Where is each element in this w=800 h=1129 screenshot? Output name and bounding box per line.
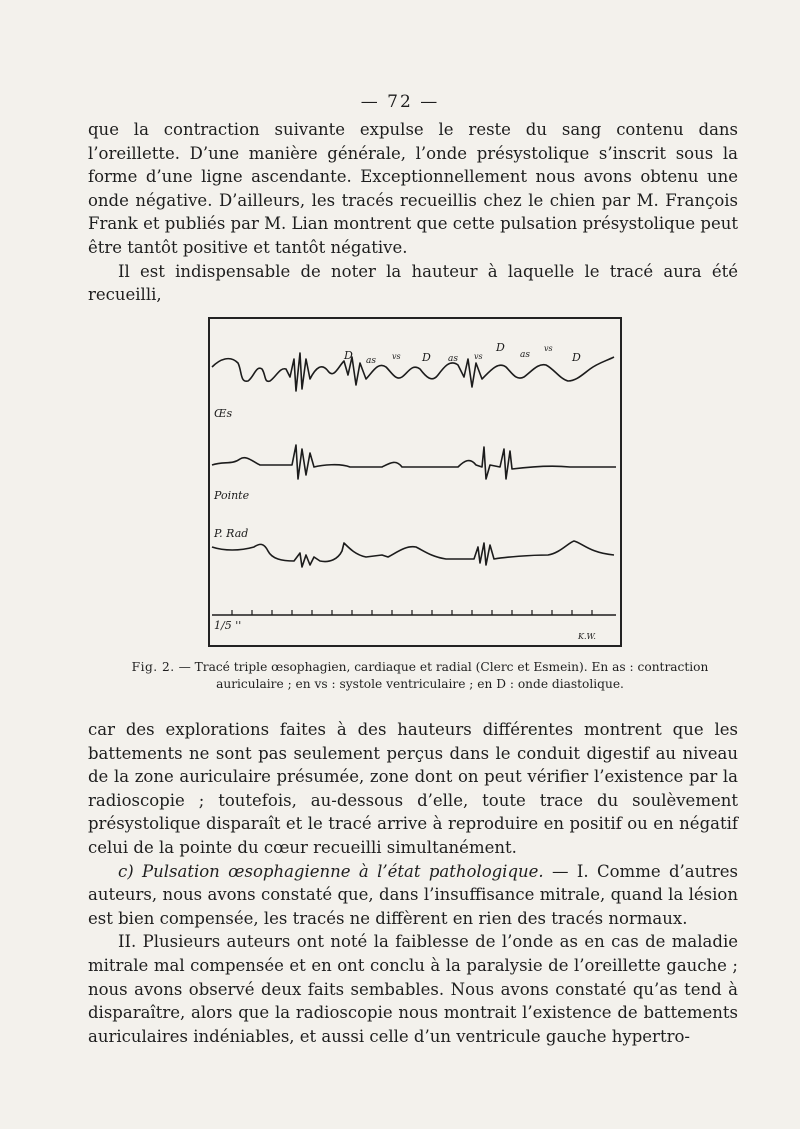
paragraph-continuation: que la contraction suivante expulse le reste du sang contenu dans l’oreillette. D’une manière générale, l’onde présystolique s’inscrit sous la forme d’une ligne ascendante. Exceptionnellement nous avons obtenu une onde négative. D’ailleurs, les tracés recueillis chez le chien par M. François Frank et publiés par M. Lian montrent que cette pulsation présystolique peut être tantôt positive et tantôt négative. xyxy=(88,120,738,257)
paragraph-pathologique-text: — I. Comme d’autres auteurs, nous avons constaté que, dans l’insuffisance mitrale, quand la lésion est bien compensée, les tracés ne diffèrent en rien des tracés normaux. xyxy=(88,861,738,928)
radial-trace xyxy=(212,541,614,567)
annot-d-2: D xyxy=(422,351,431,364)
annot-as-1: as xyxy=(366,356,376,366)
figure-caption xyxy=(110,659,730,693)
annot-d-3: D xyxy=(496,341,505,354)
label-oes: Œs xyxy=(214,407,233,420)
page-number: — 72 — xyxy=(360,92,440,112)
label-p-rad: P. Rad xyxy=(214,527,249,540)
figure-tracing xyxy=(208,317,622,647)
caption-label: Fig. 2. xyxy=(131,660,175,674)
section-heading-c: c) Pulsation œsophagienne à l’état pathologique. xyxy=(118,861,544,881)
paragraph-explorations: car des explorations faites à des hauteurs différentes montrent que les battements ne sont pas seulement perçus dans le conduit digestif au niveau de la zone auriculaire présumée, zone dont on peut vérifier l’existence par la radioscopie ; toutefois, au-dessous d’elle, toute trace du soulèvement présystolique disparaît et le tracé arrive à reproduire en positif ou en négatif celui de la pointe du cœur recueilli simultanément. xyxy=(88,720,738,857)
annot-vs-1: vs xyxy=(392,352,401,361)
top-text xyxy=(88,118,738,307)
annot-vs-2: vs xyxy=(474,352,483,361)
label-pointe: Pointe xyxy=(214,489,250,502)
caption-text: — Tracé triple œsophagien, cardiaque et radial (Clerc et Esmein). En as : contraction auriculaire ; en vs : systole ventriculaire ; en D : onde diastolique. xyxy=(178,660,709,691)
annot-as-2: as xyxy=(448,354,458,364)
paragraph-hauteur: Il est indispensable de noter la hauteur à laquelle le tracé aura été recueilli, xyxy=(88,261,738,305)
annot-as-3: as xyxy=(520,350,530,360)
annot-vs-3: vs xyxy=(544,344,553,353)
label-signature: K.W. xyxy=(578,632,596,641)
oesophageal-trace xyxy=(212,353,614,391)
bottom-text xyxy=(88,718,738,1048)
annot-d-1: D xyxy=(344,349,353,362)
label-time: 1/5 '' xyxy=(214,619,242,632)
pointe-trace xyxy=(212,445,616,479)
tracing-svg xyxy=(210,319,620,645)
annot-d-4: D xyxy=(572,351,581,364)
paragraph-ii: II. Plusieurs auteurs ont noté la faiblesse de l’onde as en cas de maladie mitrale mal compensée et en ont conclu à la paralysie de l’oreillette gauche ; nous avons observé deux faits sembables. Nous avons constaté qu’as tend à disparaître, alors que la radioscopie nous montrait l’existence de battements auriculaires indéniables, et aussi celle d’un ventricule gauche hypertro- xyxy=(88,932,738,1046)
paragraph-pathologique xyxy=(88,860,738,931)
